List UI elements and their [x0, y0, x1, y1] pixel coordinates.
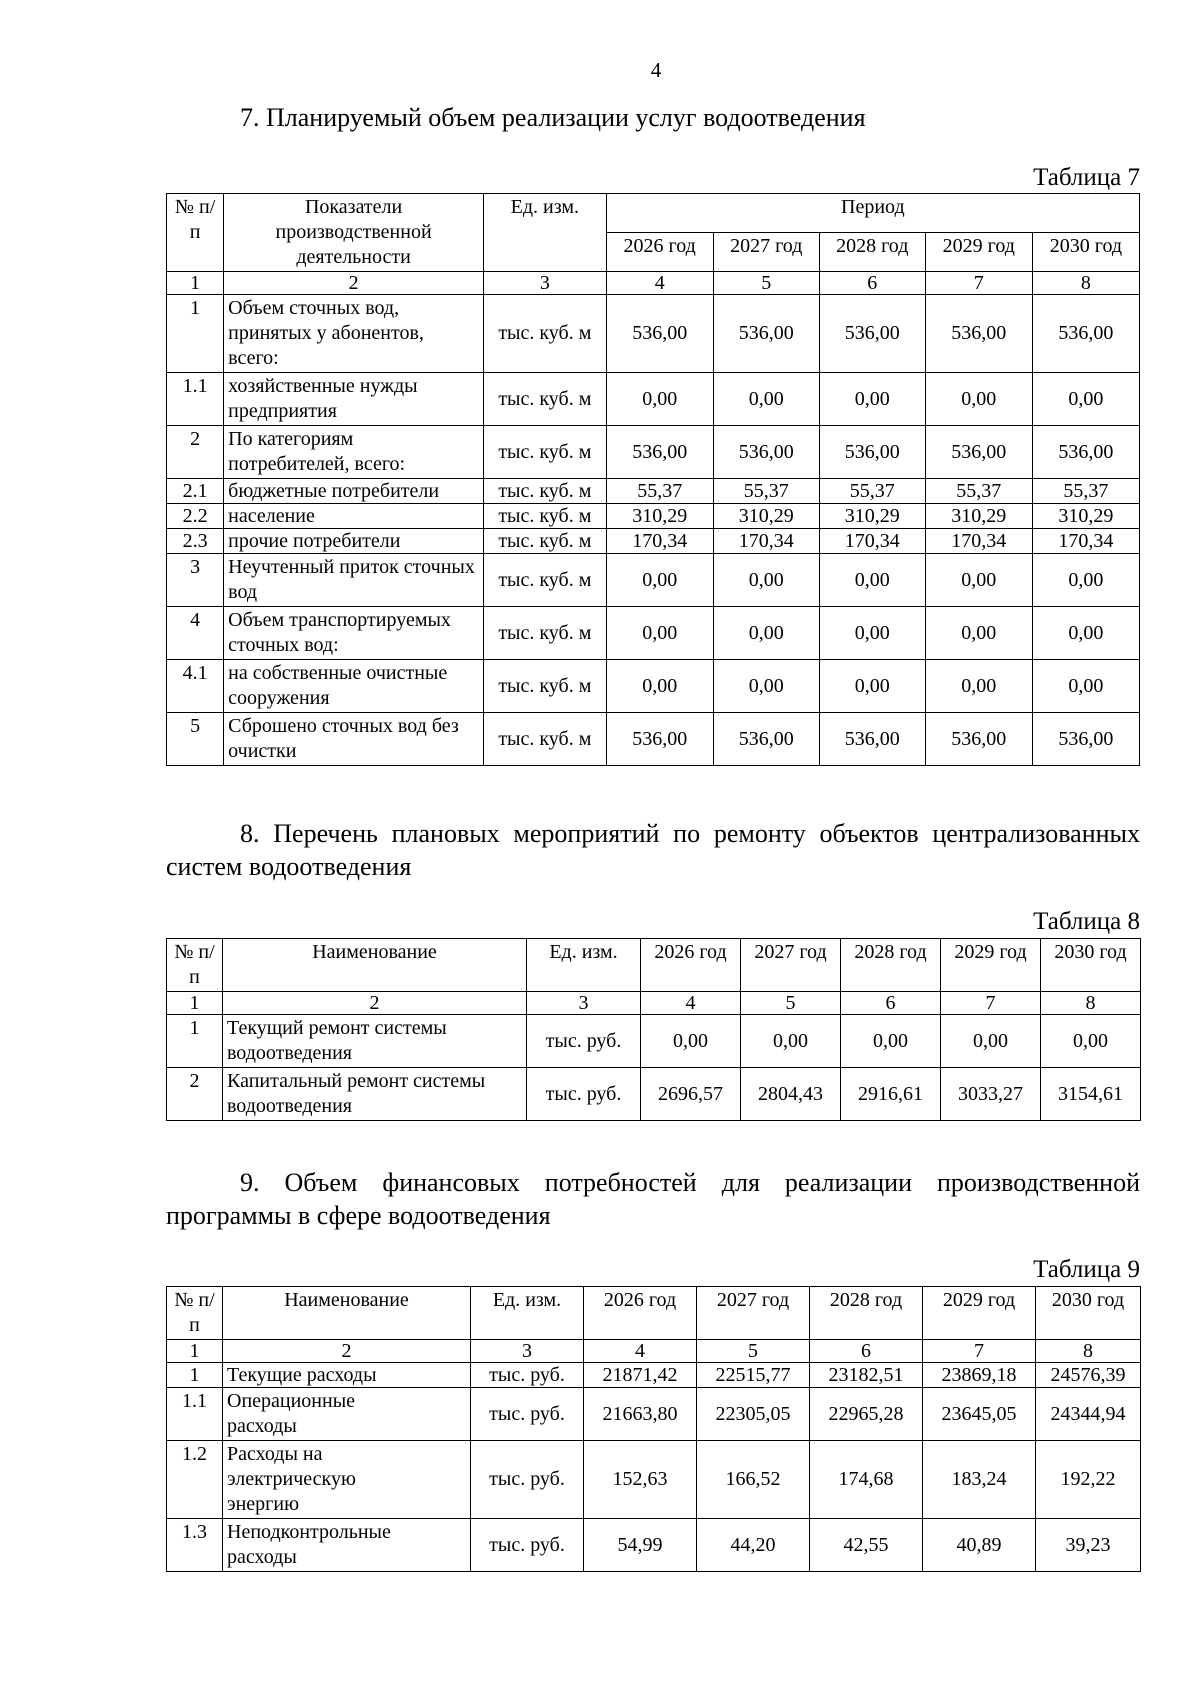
table-8-index-row	[167, 992, 1141, 1015]
row-name: прочие потребители	[224, 529, 484, 554]
value-cell: 536,00	[713, 426, 819, 479]
value-cell: 536,00	[819, 295, 925, 373]
value-cell: 170,34	[819, 529, 925, 554]
value-cell: 0,00	[925, 607, 1032, 660]
table-row	[167, 1441, 1141, 1519]
value-cell: 310,29	[606, 504, 713, 529]
value-cell: 21871,42	[584, 1363, 697, 1388]
table-cell: 2	[223, 992, 527, 1015]
table-9-caption: Таблица 9	[1033, 1256, 1140, 1283]
value-cell: 0,00	[819, 660, 925, 713]
row-name: на собственные очистные сооружения	[224, 660, 484, 713]
row-name: хозяйственные нужды предприятия	[224, 373, 484, 426]
value-cell: 0,00	[1032, 607, 1139, 660]
table-9-header-unit: Ед. изм.	[471, 1287, 584, 1340]
row-unit: тыс. руб.	[471, 1388, 584, 1441]
value-cell: 54,99	[584, 1519, 697, 1572]
value-cell: 22515,77	[697, 1363, 810, 1388]
table-7-header-no: № п/п	[167, 194, 224, 272]
table-9-header-year: 2027 год	[697, 1287, 810, 1340]
value-cell: 0,00	[941, 1015, 1041, 1068]
table-cell: 6	[819, 272, 925, 295]
table-row	[167, 1363, 1141, 1388]
table-cell: 6	[841, 992, 941, 1015]
value-cell: 22965,28	[810, 1388, 923, 1441]
value-cell: 55,37	[713, 479, 819, 504]
table-9-index-row	[167, 1340, 1141, 1363]
table-cell: 4	[584, 1340, 697, 1363]
table-row	[167, 426, 1140, 479]
value-cell: 22305,05	[697, 1388, 810, 1441]
value-cell: 536,00	[1032, 713, 1139, 766]
row-unit: тыс. руб.	[471, 1363, 584, 1388]
row-number: 1.2	[167, 1441, 223, 1519]
value-cell: 2696,57	[641, 1068, 741, 1121]
section-7-number: 7.	[240, 103, 260, 132]
table-9-header-no: № п/п	[167, 1287, 223, 1340]
value-cell: 170,34	[1032, 529, 1139, 554]
table-8-header-year: 2029 год	[941, 939, 1041, 992]
row-number: 2.1	[167, 479, 224, 504]
value-cell: 0,00	[1032, 660, 1139, 713]
table-8	[166, 938, 1141, 1121]
table-row	[167, 713, 1140, 766]
value-cell: 536,00	[925, 295, 1032, 373]
row-name: Объем транспортируемых сточных вод:	[224, 607, 484, 660]
section-8-title: Перечень плановых мероприятий по ремонту объектов централизованных систем водоотведения	[166, 819, 1140, 881]
row-name: Текущий ремонт системы водоотведения	[223, 1015, 527, 1068]
value-cell: 536,00	[819, 426, 925, 479]
table-cell: 5	[697, 1340, 810, 1363]
table-cell: 2	[224, 272, 484, 295]
table-row	[167, 607, 1140, 660]
section-7-heading	[166, 101, 1140, 134]
value-cell: 0,00	[713, 660, 819, 713]
table-7-header-year: 2029 год	[925, 233, 1032, 272]
row-name: Неподконтрольные расходы	[223, 1519, 471, 1572]
table-7-header-indicator: Показатели производственной деятельности	[224, 194, 484, 272]
value-cell: 170,34	[925, 529, 1032, 554]
table-9-header-year: 2030 год	[1036, 1287, 1141, 1340]
row-unit: тыс. куб. м	[484, 479, 607, 504]
value-cell: 40,89	[923, 1519, 1036, 1572]
table-cell: 5	[713, 272, 819, 295]
row-name: Капитальный ремонт системы водоотведения	[223, 1068, 527, 1121]
table-cell: 1	[167, 1340, 223, 1363]
table-cell: 7	[923, 1340, 1036, 1363]
value-cell: 536,00	[925, 713, 1032, 766]
row-number: 4.1	[167, 660, 224, 713]
row-name: бюджетные потребители	[224, 479, 484, 504]
table-cell: 2	[223, 1340, 471, 1363]
table-8-header-unit: Ед. изм.	[527, 939, 641, 992]
table-cell: 1	[167, 272, 224, 295]
table-7-index-row	[167, 272, 1140, 295]
table-8-caption: Таблица 8	[1033, 908, 1140, 935]
table-cell: 7	[941, 992, 1041, 1015]
value-cell: 170,34	[606, 529, 713, 554]
value-cell: 0,00	[841, 1015, 941, 1068]
row-name: Объем сточных вод, принятых у абонентов, всего:	[224, 295, 484, 373]
value-cell: 536,00	[713, 295, 819, 373]
value-cell: 2804,43	[741, 1068, 841, 1121]
value-cell: 55,37	[925, 479, 1032, 504]
row-unit: тыс. куб. м	[484, 426, 607, 479]
section-9-heading	[166, 1166, 1140, 1232]
value-cell: 0,00	[606, 554, 713, 607]
value-cell: 23869,18	[923, 1363, 1036, 1388]
row-number: 2	[167, 1068, 223, 1121]
row-unit: тыс. куб. м	[484, 660, 607, 713]
table-row	[167, 1068, 1141, 1121]
row-unit: тыс. руб.	[527, 1068, 641, 1121]
value-cell: 536,00	[1032, 426, 1139, 479]
table-7-header-period: Период	[606, 194, 1139, 233]
row-name: Расходы на электрическую энергию	[223, 1441, 471, 1519]
table-cell: 6	[810, 1340, 923, 1363]
value-cell: 192,22	[1036, 1441, 1141, 1519]
value-cell: 0,00	[606, 373, 713, 426]
row-name: По категориям потребителей, всего:	[224, 426, 484, 479]
row-number: 1	[167, 1363, 223, 1388]
value-cell: 0,00	[713, 607, 819, 660]
section-7-title: Планируемый объем реализации услуг водоотведения	[266, 103, 866, 132]
value-cell: 24344,94	[1036, 1388, 1141, 1441]
row-number: 1	[167, 295, 224, 373]
value-cell: 0,00	[925, 660, 1032, 713]
table-7	[166, 193, 1140, 766]
table-cell: 3	[484, 272, 607, 295]
table-row	[167, 529, 1140, 554]
table-8-header-year: 2027 год	[741, 939, 841, 992]
value-cell: 0,00	[1032, 373, 1139, 426]
table-row	[167, 660, 1140, 713]
table-7-header-year: 2028 год	[819, 233, 925, 272]
row-number: 1.3	[167, 1519, 223, 1572]
value-cell: 55,37	[819, 479, 925, 504]
table-7-header-year: 2027 год	[713, 233, 819, 272]
section-8-number: 8.	[240, 819, 260, 848]
table-8-header-name: Наименование	[223, 939, 527, 992]
table-row	[167, 504, 1140, 529]
value-cell: 310,29	[925, 504, 1032, 529]
table-8-header-year: 2030 год	[1041, 939, 1141, 992]
value-cell: 55,37	[606, 479, 713, 504]
row-name: население	[224, 504, 484, 529]
value-cell: 152,63	[584, 1441, 697, 1519]
value-cell: 0,00	[606, 607, 713, 660]
table-cell: 1	[167, 992, 223, 1015]
value-cell: 3154,61	[1041, 1068, 1141, 1121]
section-9-title: Объем финансовых потребностей для реализации производственной программы в сфере водоотведения	[166, 1168, 1140, 1230]
row-number: 3	[167, 554, 224, 607]
row-number: 2	[167, 426, 224, 479]
value-cell: 0,00	[641, 1015, 741, 1068]
value-cell: 3033,27	[941, 1068, 1041, 1121]
table-9-header-name: Наименование	[223, 1287, 471, 1340]
row-number: 1.1	[167, 373, 224, 426]
value-cell: 0,00	[819, 607, 925, 660]
table-9-header-year: 2028 год	[810, 1287, 923, 1340]
value-cell: 310,29	[713, 504, 819, 529]
row-unit: тыс. куб. м	[484, 373, 607, 426]
value-cell: 0,00	[741, 1015, 841, 1068]
value-cell: 166,52	[697, 1441, 810, 1519]
value-cell: 21663,80	[584, 1388, 697, 1441]
table-cell: 4	[641, 992, 741, 1015]
section-9-number: 9.	[240, 1168, 260, 1197]
table-8-header-year: 2026 год	[641, 939, 741, 992]
value-cell: 2916,61	[841, 1068, 941, 1121]
value-cell: 0,00	[606, 660, 713, 713]
value-cell: 23182,51	[810, 1363, 923, 1388]
value-cell: 536,00	[925, 426, 1032, 479]
value-cell: 536,00	[606, 295, 713, 373]
row-number: 1.1	[167, 1388, 223, 1441]
row-number: 1	[167, 1015, 223, 1068]
row-unit: тыс. куб. м	[484, 529, 607, 554]
value-cell: 183,24	[923, 1441, 1036, 1519]
table-7-header-unit: Ед. изм.	[484, 194, 607, 272]
value-cell: 0,00	[819, 373, 925, 426]
page-number: 4	[650, 58, 662, 82]
row-unit: тыс. руб.	[471, 1441, 584, 1519]
table-cell: 8	[1036, 1340, 1141, 1363]
table-row	[167, 554, 1140, 607]
value-cell: 170,34	[713, 529, 819, 554]
table-cell: 8	[1041, 992, 1141, 1015]
value-cell: 0,00	[1032, 554, 1139, 607]
value-cell: 44,20	[697, 1519, 810, 1572]
table-7-header-year: 2030 год	[1032, 233, 1139, 272]
value-cell: 536,00	[713, 713, 819, 766]
row-number: 5	[167, 713, 224, 766]
table-cell: 8	[1032, 272, 1139, 295]
row-name: Сброшено сточных вод без очистки	[224, 713, 484, 766]
row-unit: тыс. руб.	[527, 1015, 641, 1068]
value-cell: 536,00	[819, 713, 925, 766]
table-9-header-year: 2029 год	[923, 1287, 1036, 1340]
value-cell: 24576,39	[1036, 1363, 1141, 1388]
value-cell: 0,00	[1041, 1015, 1141, 1068]
value-cell: 536,00	[1032, 295, 1139, 373]
table-7-caption: Таблица 7	[1033, 164, 1140, 191]
value-cell: 42,55	[810, 1519, 923, 1572]
value-cell: 23645,05	[923, 1388, 1036, 1441]
row-number: 2.2	[167, 504, 224, 529]
table-8-header-no: № п/п	[167, 939, 223, 992]
value-cell: 536,00	[606, 713, 713, 766]
table-cell: 3	[527, 992, 641, 1015]
value-cell: 39,23	[1036, 1519, 1141, 1572]
table-row	[167, 1519, 1141, 1572]
row-number: 4	[167, 607, 224, 660]
table-cell: 5	[741, 992, 841, 1015]
table-7-header-year: 2026 год	[606, 233, 713, 272]
table-9-header-year: 2026 год	[584, 1287, 697, 1340]
table-row	[167, 1388, 1141, 1441]
value-cell: 0,00	[819, 554, 925, 607]
table-row	[167, 479, 1140, 504]
table-cell: 7	[925, 272, 1032, 295]
row-unit: тыс. куб. м	[484, 607, 607, 660]
value-cell: 310,29	[819, 504, 925, 529]
value-cell: 310,29	[1032, 504, 1139, 529]
row-unit: тыс. куб. м	[484, 713, 607, 766]
table-row	[167, 295, 1140, 373]
row-name: Текущие расходы	[223, 1363, 471, 1388]
row-unit: тыс. куб. м	[484, 504, 607, 529]
table-cell: 3	[471, 1340, 584, 1363]
row-unit: тыс. руб.	[471, 1519, 584, 1572]
table-9	[166, 1286, 1141, 1572]
table-8-header-year: 2028 год	[841, 939, 941, 992]
value-cell: 0,00	[713, 373, 819, 426]
row-name: Неучтенный приток сточных вод	[224, 554, 484, 607]
table-row	[167, 373, 1140, 426]
row-number: 2.3	[167, 529, 224, 554]
value-cell: 0,00	[925, 373, 1032, 426]
value-cell: 174,68	[810, 1441, 923, 1519]
table-cell: 4	[606, 272, 713, 295]
row-unit: тыс. куб. м	[484, 295, 607, 373]
row-unit: тыс. куб. м	[484, 554, 607, 607]
row-name: Операционные расходы	[223, 1388, 471, 1441]
value-cell: 55,37	[1032, 479, 1139, 504]
value-cell: 0,00	[925, 554, 1032, 607]
value-cell: 0,00	[713, 554, 819, 607]
value-cell: 536,00	[606, 426, 713, 479]
section-8-heading	[166, 817, 1140, 883]
table-row	[167, 1015, 1141, 1068]
